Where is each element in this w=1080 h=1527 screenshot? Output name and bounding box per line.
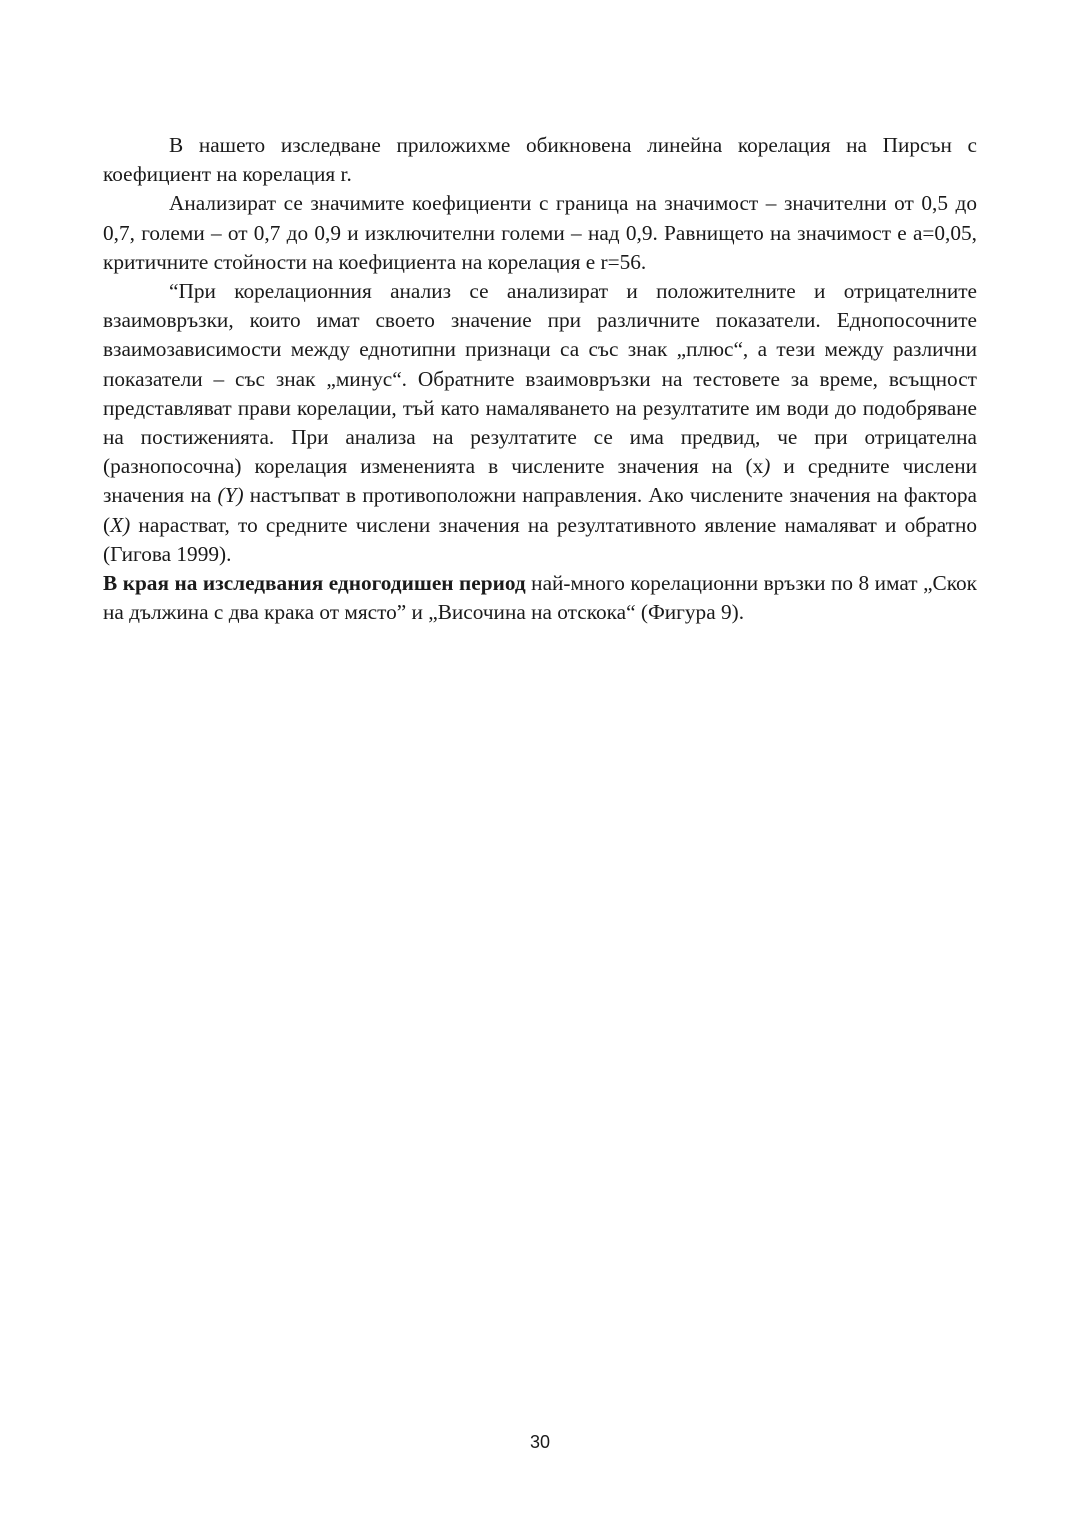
paragraph-4-text: най-много корелационни връзки по 8 имат „Скок на дължина с два крака от място” и „Височина на отскока“ (Фигура 9). [103,571,977,625]
paragraph-3-italic-1: ) [763,454,771,479]
paragraph-4-bold-lead: В края на изследвания едногодишен период [103,571,526,596]
paragraph-pearson-method: В нашето изследване приложихме обикновена линейна корелация на Пирсън с коефициент на корелация r. [103,133,977,187]
paragraph-3-text-3: настъпват в противоположни направления. Ако числените значения на фактора ( [103,483,977,537]
paragraph-results-summary [103,569,977,627]
paragraph-3-italic-x: X) [110,512,131,537]
paragraph-correlation-analysis [103,277,977,569]
paragraph-3-italic-y: (Y) [217,483,244,508]
page-number: 30 [529,1432,551,1452]
document-body [103,131,977,627]
paragraph-3-text-4: нарастват, то средните числени значения на резултативното явление намаляват и обратно (Гигова 1999). [103,512,977,566]
paragraph-3-text-1: “При корелационния анализ се анализират и положителните и отрицателните взаимовръзки, които имат своето значение при различните показатели. Еднопосочните взаимозависимости между еднотипни признаци са със знак „плюс“, а тези между различни показатели – със знак „минус“. Обратните взаимовръзки на тестовете за време, всъщност представляват прави корелации, тъй като намаляването на резултатите им води до подобряване на постиженията. При анализа на резултатите се има предвид, че при отрицателна (разнопосочна) корелация измененията в числените значения на (x [103,279,977,479]
paragraph-3-text-2: и средните числени значения на [103,454,978,508]
paragraph-significance-levels: Анализират се значимите коефициенти с граница на значимост – значителни от 0,5 до 0,7, големи – от 0,7 до 0,9 и изключителни големи – над 0,9. Равнището на значимост е a=0,05, критичните стойности на коефициента на корелация е r=56. [103,191,977,274]
